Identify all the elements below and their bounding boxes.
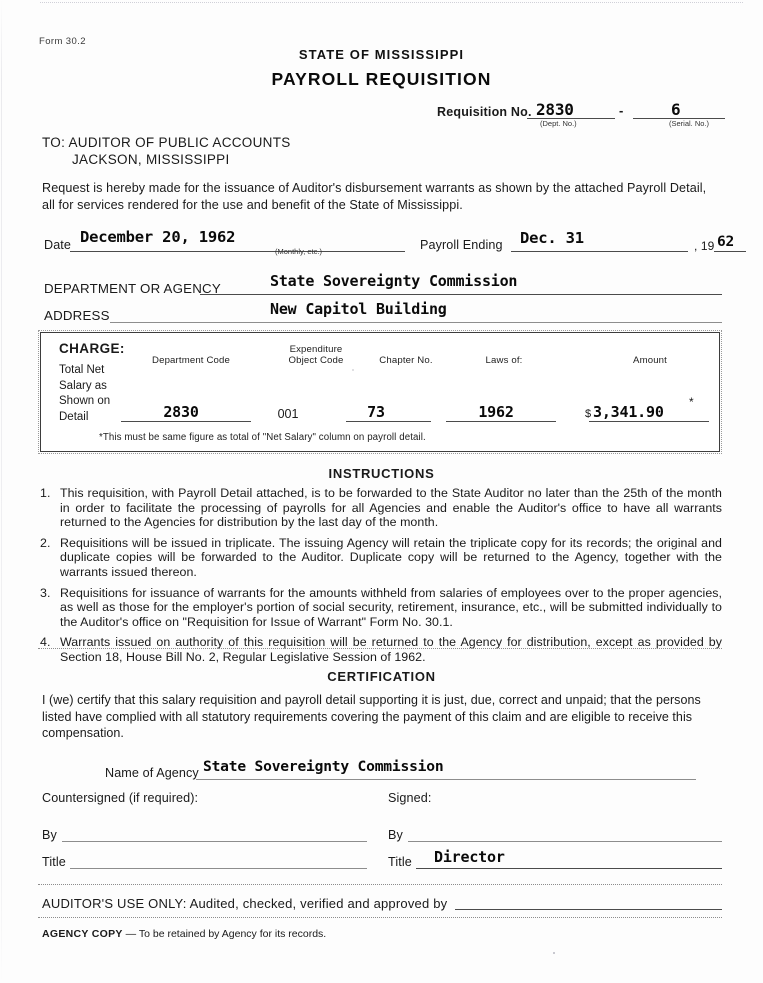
footer-separator	[38, 917, 722, 918]
row-label-line-4: Detail	[59, 410, 89, 423]
column-header-expenditure-line1: Expenditure	[289, 344, 343, 355]
agency-copy-note	[42, 928, 326, 940]
name-of-agency-label: Name of Agency	[105, 766, 199, 780]
agency-copy-bold: AGENCY COPY	[42, 928, 123, 940]
instruction-text: Warrants issued on authority of this requisition will be returned to the Agency for distribution, except as provided by Section 18, House Bill No. 2, Regular Legislative Session of 1962.	[60, 635, 722, 664]
address-value: New Capitol Building	[270, 300, 447, 318]
by-rule-left	[62, 841, 367, 842]
serial-no-caption: (Serial. No.)	[669, 119, 710, 128]
signed-label: Signed:	[388, 791, 432, 805]
request-paragraph: Request is hereby made for the issuance of Auditor's disbursement warrants as shown by the attached Payroll Detail, all for services rendered for the use and benefit of the State of Mississippi.	[42, 181, 707, 212]
amount-value: 3,341.90	[593, 403, 664, 421]
instruction-item	[40, 536, 722, 580]
title-label-left: Title	[42, 855, 66, 869]
amount-asterisk: *	[689, 395, 694, 409]
by-label-right: By	[388, 828, 403, 842]
requisition-serial-number: 6	[671, 100, 681, 119]
instruction-item	[40, 586, 722, 630]
total-net-salary-row-label	[59, 363, 110, 425]
auditor-use-only-label: AUDITOR'S USE ONLY: Audited, checked, verified and approved by	[42, 896, 448, 911]
date-label: Date	[44, 238, 72, 252]
form-number: Form 30.2	[39, 36, 86, 47]
by-rule-right	[408, 841, 722, 842]
row-label-line-3: Shown on	[59, 395, 111, 407]
date-field-rule	[70, 251, 405, 252]
currency-symbol: $	[584, 408, 592, 420]
department-code-value: 2830	[163, 403, 199, 421]
expenditure-object-code-value: 001	[277, 407, 299, 421]
instruction-number: 1.	[40, 486, 51, 500]
title-rule-right	[416, 868, 722, 869]
by-label-left: By	[42, 828, 57, 842]
charge-box	[38, 330, 722, 454]
column-header-chapter-no: Chapter No.	[379, 355, 433, 366]
amount-rule	[589, 421, 709, 422]
column-header-laws-of: Laws of:	[485, 355, 523, 366]
department-field-rule	[200, 294, 722, 295]
chapter-no-rule	[346, 421, 431, 422]
row-label-line-2: Salary as	[59, 379, 107, 392]
dept-no-caption: (Dept. No.)	[540, 119, 577, 128]
chapter-no-value: 73	[367, 403, 385, 421]
scan-speck	[352, 369, 354, 371]
instruction-text: Requisitions for issuance of warrants for the amounts withheld from salaries of employees over to the proper agencies, as well as those for the employer's portion of social security, retirement, insurance, etc., will be submitted individually to the Auditor's office on "Requisition for Issue of Warrant" Form No. 30.1.	[60, 585, 722, 629]
certification-paragraph: I (we) certify that this salary requisition and payroll detail supporting it is just, due, correct and unpaid; that the persons listed have complied with all statutory requirements covering the payment of this claim and are eligible to receive this compensation.	[42, 693, 701, 740]
address-field-rule	[110, 322, 722, 323]
row-label-line-1: Total Net	[59, 364, 105, 376]
addressee-line-2: JACKSON, MISSISSIPPI	[72, 152, 230, 167]
title-value-right: Director	[434, 848, 505, 866]
auditor-approved-by-rule	[455, 909, 722, 910]
title-rule-left	[70, 868, 367, 869]
year-prefix-label: , 19	[694, 239, 715, 253]
column-header-expenditure-line2: Object Code	[288, 355, 344, 366]
column-header-department-code: Department Code	[152, 355, 230, 366]
year-field-rule	[714, 251, 746, 252]
addressee-line-1: TO: AUDITOR OF PUBLIC ACCOUNTS	[42, 135, 291, 150]
certification-heading: CERTIFICATION	[327, 669, 436, 684]
countersigned-label: Countersigned (if required):	[42, 791, 199, 805]
instruction-item	[40, 635, 722, 664]
laws-of-rule	[446, 421, 556, 422]
instruction-item	[40, 486, 722, 530]
title-label-right: Title	[388, 855, 412, 869]
date-value: December 20, 1962	[80, 228, 236, 246]
payroll-ending-label: Payroll Ending	[420, 238, 503, 252]
page-title: PAYROLL REQUISITION	[271, 69, 492, 89]
department-value: State Sovereignty Commission	[270, 272, 518, 290]
name-of-agency-rule	[196, 779, 696, 780]
department-label: DEPARTMENT OR AGENCY	[44, 281, 221, 296]
agency-copy-rest: — To be retained by Agency for its records.	[125, 928, 327, 940]
payroll-ending-value: Dec. 31	[520, 229, 584, 247]
requisition-dash: -	[619, 103, 624, 118]
column-header-amount: Amount	[633, 355, 667, 366]
monthly-etc-caption: (Monthly, etc.)	[275, 247, 322, 256]
charge-box-inner	[40, 332, 720, 452]
year-value: 62	[717, 234, 735, 250]
instruction-text: Requisitions will be issued in triplicate. The issuing Agency will retain the triplicate copy for its records; the original and duplicate copies will be forwarded to the Auditor. Duplicate copy will be returned to the Agency, together with the warrants issued thereon.	[60, 535, 722, 579]
charge-heading: CHARGE:	[59, 341, 125, 356]
scan-speck	[553, 952, 555, 954]
address-label: ADDRESS	[44, 308, 110, 323]
instruction-number: 3.	[40, 585, 51, 600]
laws-of-value: 1962	[478, 403, 514, 421]
section-separator-top	[38, 648, 722, 649]
requisition-dept-number: 2830	[536, 100, 574, 119]
instructions-list	[40, 486, 722, 671]
charge-footnote: *This must be same figure as total of "Net Salary" column on payroll detail.	[99, 432, 426, 443]
instruction-text: This requisition, with Payroll Detail attached, is to be forwarded to the State Auditor no later than the 25th of the month in order to facilitate the processing of payrolls for all Agencies and enable the Auditor's office to have all warrants returned to the Agencies for distribution by the last day of the month.	[60, 486, 722, 530]
payroll-ending-rule	[511, 251, 688, 252]
instruction-number: 2.	[40, 535, 51, 550]
requisition-number-label: Requisition No.	[437, 105, 532, 119]
state-heading: STATE OF MISSISSIPPI	[298, 47, 465, 62]
instruction-number: 4.	[40, 635, 51, 650]
name-of-agency-value: State Sovereignty Commission	[203, 758, 444, 775]
section-separator-bottom	[38, 884, 722, 885]
instructions-heading: INSTRUCTIONS	[328, 466, 435, 481]
department-code-rule	[121, 421, 251, 422]
